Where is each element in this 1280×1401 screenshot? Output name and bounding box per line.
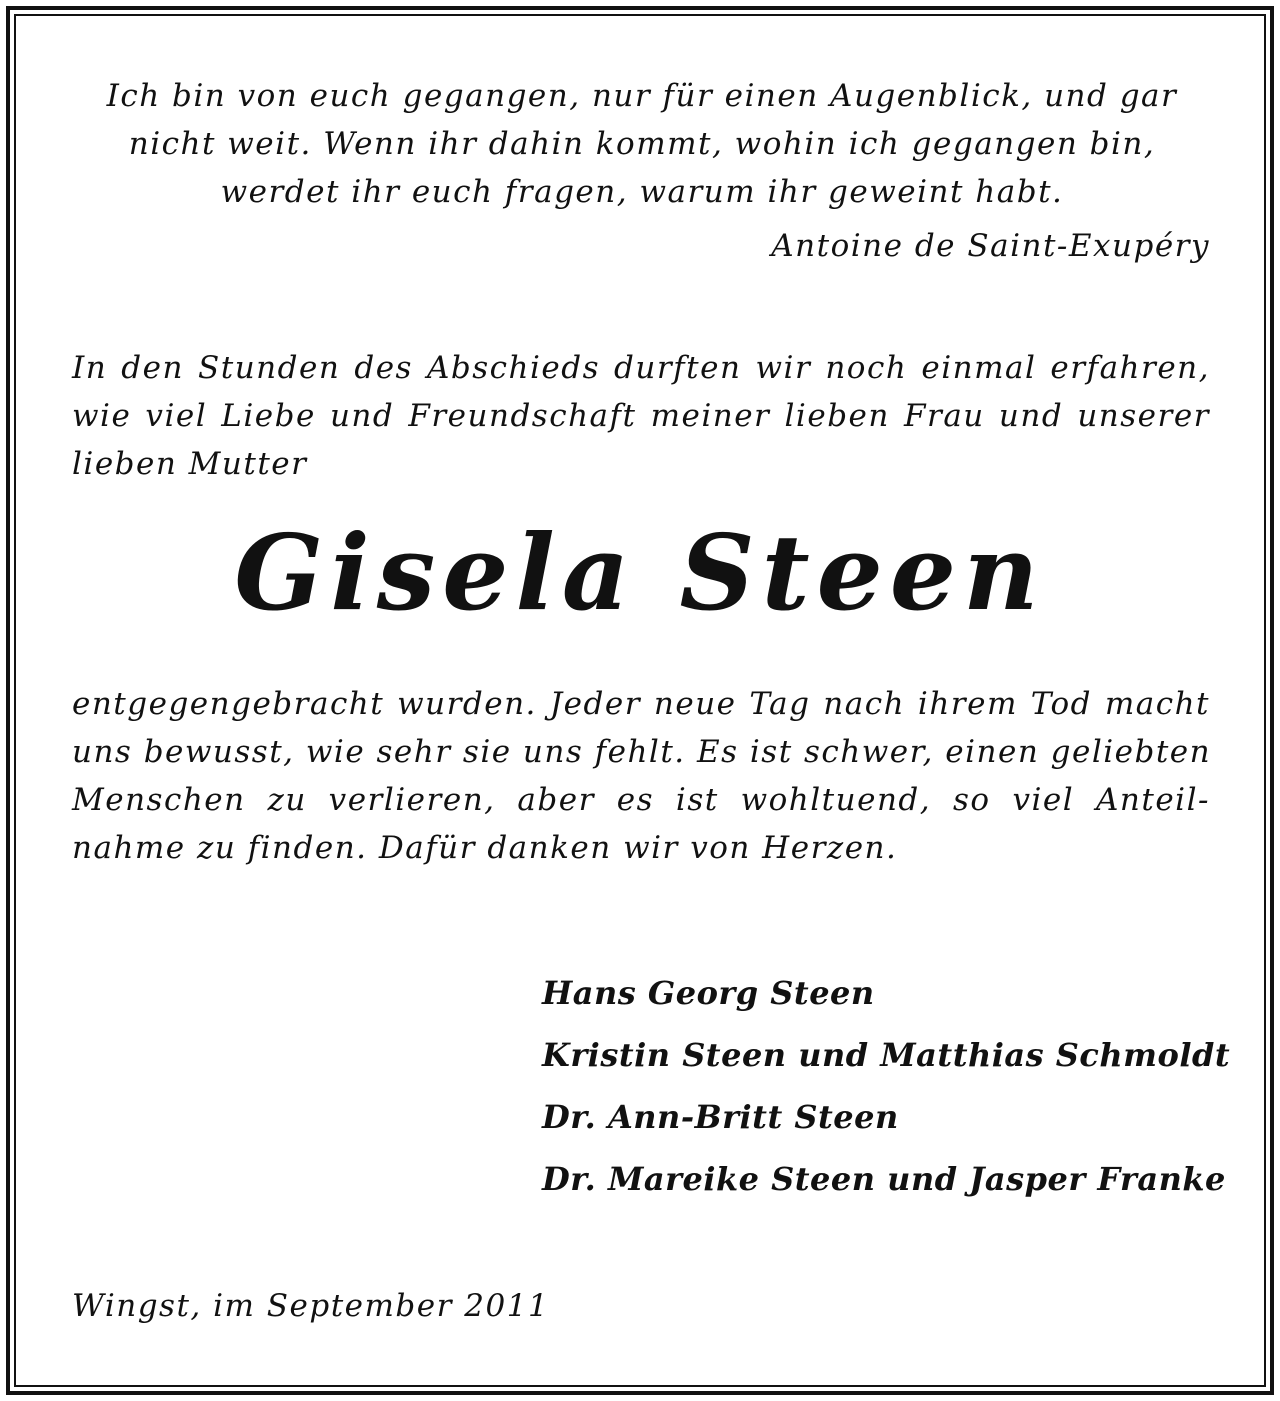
quote-line: nicht weit. Wenn ihr dahin kommt, wohin ich gegangen bin, [128,126,1156,162]
paragraph-line: Menschen zu verlieren, aber es ist wohltuend, so viel Anteil- [72,782,1210,818]
body-paragraph [72,680,1210,872]
epigraph-quote [72,72,1212,216]
paragraph-line: wie viel Liebe und Freundschaft meiner lieben Frau und unserer [72,398,1210,434]
place-and-date: Wingst, im September 2011 [72,1288,550,1324]
paragraph-line: nahme zu finden. Dafür danken wir von Herzen. [72,830,898,866]
paragraph-line: entgegengebracht wurden. Jeder neue Tag nach ihrem Tod macht [72,686,1210,722]
signer-name: Dr. Mareike Steen und Jasper Franke [542,1160,1226,1198]
signers-list [542,962,1230,1210]
signer-name: Hans Georg Steen [542,974,875,1012]
quote-author: Antoine de Saint-Exupéry [771,228,1210,264]
intro-paragraph [72,344,1210,488]
quote-line: Ich bin von euch gegangen, nur für einen Augenblick, und gar [106,78,1178,114]
deceased-name: Gisela Steen [234,511,1046,634]
paragraph-line: lieben Mutter [72,446,308,482]
signer-name: Kristin Steen und Matthias Schmoldt [542,1036,1231,1074]
paragraph-line: uns bewusst, wie sehr sie uns fehlt. Es ist schwer, einen geliebten [72,734,1212,770]
signer-name: Dr. Ann-Britt Steen [542,1098,899,1136]
quote-line: werdet ihr euch fragen, warum ihr geweint habt. [220,174,1064,210]
paragraph-line: In den Stunden des Abschieds durften wir noch einmal erfahren, [72,350,1210,386]
